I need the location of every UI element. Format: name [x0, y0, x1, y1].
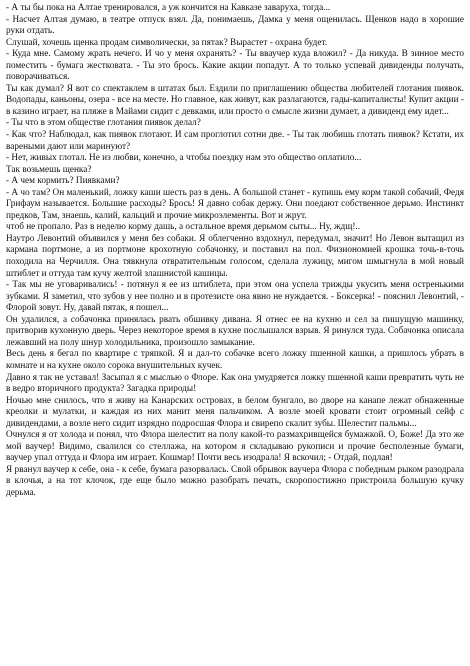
- paragraph-11: - А чо там? Он маленький, ложку каши шесть раз в день. А большой станет - купишь ему корм такой собачий, Федя Грифаум называется. Большие расходы? Брось! Я давно собак держу. Они поедают собственное дерьмо. Инстинкт предков, Там, знаешь, калий, кальций и прочие микроэлементы. Вот и жрут.: [6, 187, 464, 221]
- paragraph-2: - Насчет Алтая думаю, в театре отпуск взял. Да, понимаешь, Дамка у меня ощенилась. Щенков надо в хорошие руки отдать.: [6, 14, 464, 37]
- paragraph-18: Ночью мне снилось, что я живу на Канарских островах, в белом бунгало, во дворе на канапе лежат обнаженные креолки и мулатки, и каждая из них манит меня пальчиком. А возле моей кровати стоит огромный сейф с дивидендами, а возле него сидит изрядно подросшая Флора и свирепо скалит зубы. Шелестит пальмы...: [6, 395, 464, 429]
- paragraph-3: Слушай, хочешь щенка продам символически, за пятак? Вырастет - охрана будет.: [6, 37, 328, 48]
- paragraph-16: Весь день я бегал по квартире с тряпкой. Я и дал-то собачке всего ложку пшенной кашки, а пришлось убрать в комнате и на кухне около сорока внушительных кучек.: [6, 349, 464, 371]
- paragraph-5: Ты как думал? Я вот со спектаклем в штатах был. Ездили по приглашению общества любителей глотания пиявок. Водопады, каньоны, озера - все на месте. Но главное, как живут, как разлагаются, гады-капиталисты! Купит акции - в казино играет, на пляже в Майами сидит с девками, или просто о смысле жизни думает, а дивиденд ему идет...: [6, 83, 464, 117]
- paragraph-4: - Куда мне. Самому жрать нечего. И чо у меня охранять? - Ты вваучер куда вложил? - Да никуда. В зинное место поместить - бумага жестковата. - Ты это брось. Какие акции попадут. А то только успевай дивиденды получать, поворачиваться.: [6, 49, 464, 83]
- paragraph-17: Давно я так не уставал! Засыпал я с мыслью о Флоре. Как она умудряется ложку пшенной каши превратить чуть не в ведро вторичного продукта? Загадка природы!: [6, 372, 464, 395]
- paragraph-19: Очнулся я от холода и понял, что Флора шелестит на полу какой-то размахривщейся бумажкой. О, Боже! Да это же мой ваучер! Видимо, свалился со стеллажа, на котором я складываю рукописи и прочие бесполезные бумаги, ваучер упал оттуда и Флора им играет. Кошмар! Почти весь изодрала! Я вскочил; - Отдай, подлая!: [6, 430, 464, 464]
- paragraph-6: - Ты что в этом обществе глотания пиявок делал?: [6, 118, 201, 129]
- paragraph-20: Я рванул ваучер к себе, она - к себе, бумага разорвалась. Свой обрывок ваучера Флора с победным рыком разодрала в клочья, а на тот клочок, где еще было можно разобрать печать, скоропостижно пристроила большую кучку дерьма.: [6, 464, 464, 498]
- paragraph-14: - Так мы не уговаривались! - потянул я ее из штиблета, при этом она успела трижды укусить меня остренькими зубками. Я заметил, что зубов у нее полно и в протезисте она явно не нуждается. - Боксерка! - пояснил Левонтий, - Флорой зовут. Ну, давай пятак, я пошел...: [6, 280, 464, 314]
- paragraph-10: - А чем кормить? Пиявками?: [6, 176, 120, 187]
- paragraph-13: Наутро Левонтий объявился у меня без собаки. Я облегченно вздохнул, передумал, значит! Но Левон вытащил из кармана портмоне, а из портмоне крохотную собачонку, и поставил на пол. Физиономией крошка точь-в-точь походила на Черчилля. Она тявкнула отвратительным голосом, сделала лужицу, мигом шмыгнула в мой новый штиблет и оттуда там кучу желтой злашнистой кашицы.: [6, 233, 464, 279]
- paragraph-15: Он удалился, а собачонка принялась рвать обшивку дивана. Я отнес ее на кухню и сел за пишущую машинку, притворив кухонную дверь. Через некоторое время в кухне послышался взрыв. Я ринулся туда. Собачонка описала лежавший на полу шнур холодильника, произошло замыкание.: [6, 314, 464, 348]
- paragraph-12: чтоб не пропало. Раз в неделю корму дашь, а остальное время дерьмом сыты... Ну, ждщ!..: [6, 222, 361, 233]
- paragraph-1: - А ты бы пока на Алтае тренировался, а уж кончится на Кавказе заваруха, тогда...: [6, 3, 331, 13]
- paragraph-9: Так возьмешь щенка?: [6, 164, 92, 175]
- paragraph-7: - Как что? Наблюдал, как пиявок глотают. И сам проглотил сотни две. - Ты так любишь глотать пиявок? Кстати, их вареными дают или маринуют?: [6, 130, 464, 152]
- paragraph-8: - Нет, живых глотал. Не из любви, конечно, а чтобы поездку нам это общество оплатило...: [6, 153, 362, 164]
